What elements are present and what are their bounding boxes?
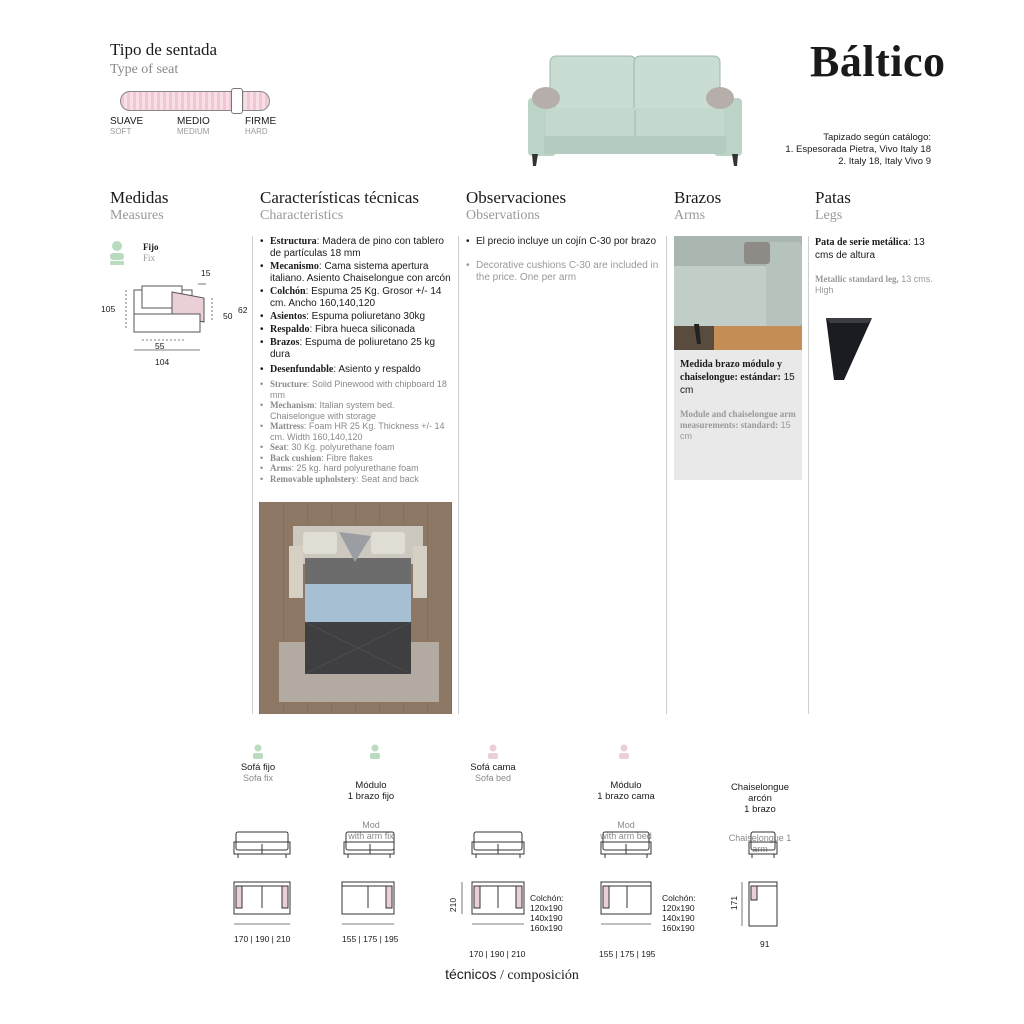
person-icon <box>252 744 264 760</box>
heading-legs: Patas Legs <box>815 188 851 223</box>
dim-seat-width: 55 <box>155 341 165 351</box>
mattress-sizes: Colchón: 120x190 140x190 160x190 <box>530 893 564 933</box>
firmness-level-soft: SUAVE SOFT <box>110 116 144 136</box>
sofa-hero-image <box>520 50 750 170</box>
brand-name: Báltico <box>810 37 946 86</box>
characteristics-es-list <box>260 236 452 377</box>
dim-total-width: 104 <box>155 357 170 367</box>
column-divider <box>808 236 809 714</box>
firmness-level-hard: FIRME HARD <box>245 116 277 136</box>
column-divider <box>458 236 459 714</box>
module-one-arm-bed: Módulo 1 brazo cama Mod with arm bed <box>597 780 655 841</box>
module-width-label: 170 | 190 | 210 <box>234 934 291 944</box>
module-depth-label: 171 <box>729 895 740 911</box>
module-sofa-fix: Sofá fijo Sofa fix <box>240 762 276 783</box>
firmness-level-medium: MEDIO MEDIUM <box>177 116 210 136</box>
person-icon <box>618 744 630 760</box>
observations-list <box>466 236 661 248</box>
characteristics-en-list <box>260 379 452 484</box>
leg-spec-es: Pata de serie metálica: 13 cms de altura <box>815 237 925 261</box>
module-one-arm-fix: Módulo 1 brazo fijo Mod with arm fix <box>347 780 395 841</box>
metal-leg-image <box>818 314 878 384</box>
dim-seat-height: 50 <box>223 311 233 321</box>
observations-en-list <box>466 260 661 284</box>
person-icon <box>487 744 499 760</box>
fix-sub: Fix <box>143 253 156 263</box>
module-sofa-bed: Sofá cama Sofa bed <box>470 762 516 783</box>
person-icon <box>108 240 126 266</box>
footer-nav: técnicos / composición <box>445 966 579 983</box>
spec-item: • Desenfundable: Asiento y respaldo <box>260 364 452 376</box>
spec-item: • Seat: 30 Kg. polyurethane foam <box>260 442 452 453</box>
fix-label: Fijo <box>143 242 159 252</box>
spec-item: • Removable upholstery: Seat and back <box>260 474 452 485</box>
module-dimension-diagram <box>120 278 248 368</box>
heading-arms: Brazos Arms <box>674 188 722 223</box>
seat-type-subtitle: Type of seat <box>110 62 179 77</box>
sofa-bed-photo <box>259 502 452 714</box>
module-chaiselongue: Chaiselongue arcón 1 brazo Chaiselongue 1 arm <box>728 782 792 854</box>
module-plan-views <box>230 878 790 928</box>
firmness-bar <box>120 91 270 111</box>
spec-item: • Brazos: Espuma de poliuretano 25 kg dura <box>260 337 452 361</box>
spec-item: • Estructura: Madera de pino con tablero de partículas 18 mm <box>260 236 452 260</box>
spec-item: • Mattress: Foam HR 25 Kg. Thickness +/- 14 cm. Width 160,140,120 <box>260 421 452 442</box>
arm-measure-box: Medida brazo módulo y chaiselongue: estándar: 15 cm Module and chaiselongue arm measurements: standard: 15 cm <box>674 350 802 480</box>
spec-item: • Mecanismo: Cama sistema apertura italiano. Asiento Chaiselongue con arcón <box>260 261 452 285</box>
module-width-label: 155 | 175 | 195 <box>599 949 656 959</box>
spec-item: • Arms: 25 kg. hard polyurethane foam <box>260 463 452 474</box>
spec-item: • Asientos: Espuma poliuretano 30kg <box>260 311 452 323</box>
heading-measures: Medidas Measures <box>110 188 169 223</box>
module-width-label: 91 <box>760 939 770 949</box>
dim-height: 62 <box>238 305 248 315</box>
module-depth-label: 210 <box>448 897 459 913</box>
module-width-label: 170 | 190 | 210 <box>469 949 526 959</box>
heading-observations: Observaciones Observations <box>466 188 567 223</box>
arm-detail-photo <box>674 236 802 350</box>
module-front-views <box>230 828 790 862</box>
dim-arm-width: 15 <box>201 268 211 278</box>
heading-characteristics: Características técnicas Characteristics <box>260 188 420 223</box>
observation-en: • Decorative cushions C-30 are included in the price. One per arm <box>466 260 661 284</box>
dim-depth: 105 <box>101 304 116 314</box>
person-icon <box>369 744 381 760</box>
upholstery-note: Tapizado según catálogo: 1. Espesorada Pietra, Vivo Italy 18 2. Italy 18, Italy Vivo 9 <box>785 132 931 167</box>
observation-es: • El precio incluye un cojín C-30 por brazo <box>466 236 661 248</box>
column-divider <box>666 236 667 714</box>
spec-item: • Respaldo: Fibra hueca siliconada <box>260 324 452 336</box>
leg-spec-en: Metallic standard leg, 13 cms. High <box>815 274 933 295</box>
seat-type-title: Tipo de sentada <box>110 40 218 59</box>
module-width-label: 155 | 175 | 195 <box>342 934 399 944</box>
spec-item: • Structure: Solid Pinewood with chipboard 18 mm <box>260 379 452 400</box>
spec-item: • Colchón: Espuma 25 Kg. Grosor +/- 14 cm. Ancho 160,140,120 <box>260 286 452 310</box>
column-divider <box>252 236 253 714</box>
firmness-indicator <box>231 88 243 114</box>
spec-item: • Back cushion: Fibre flakes <box>260 453 452 464</box>
mattress-sizes: Colchón: 120x190 140x190 160x190 <box>662 893 696 933</box>
spec-item: • Mechanism: Italian system bed. Chaiselongue with storage <box>260 400 452 421</box>
